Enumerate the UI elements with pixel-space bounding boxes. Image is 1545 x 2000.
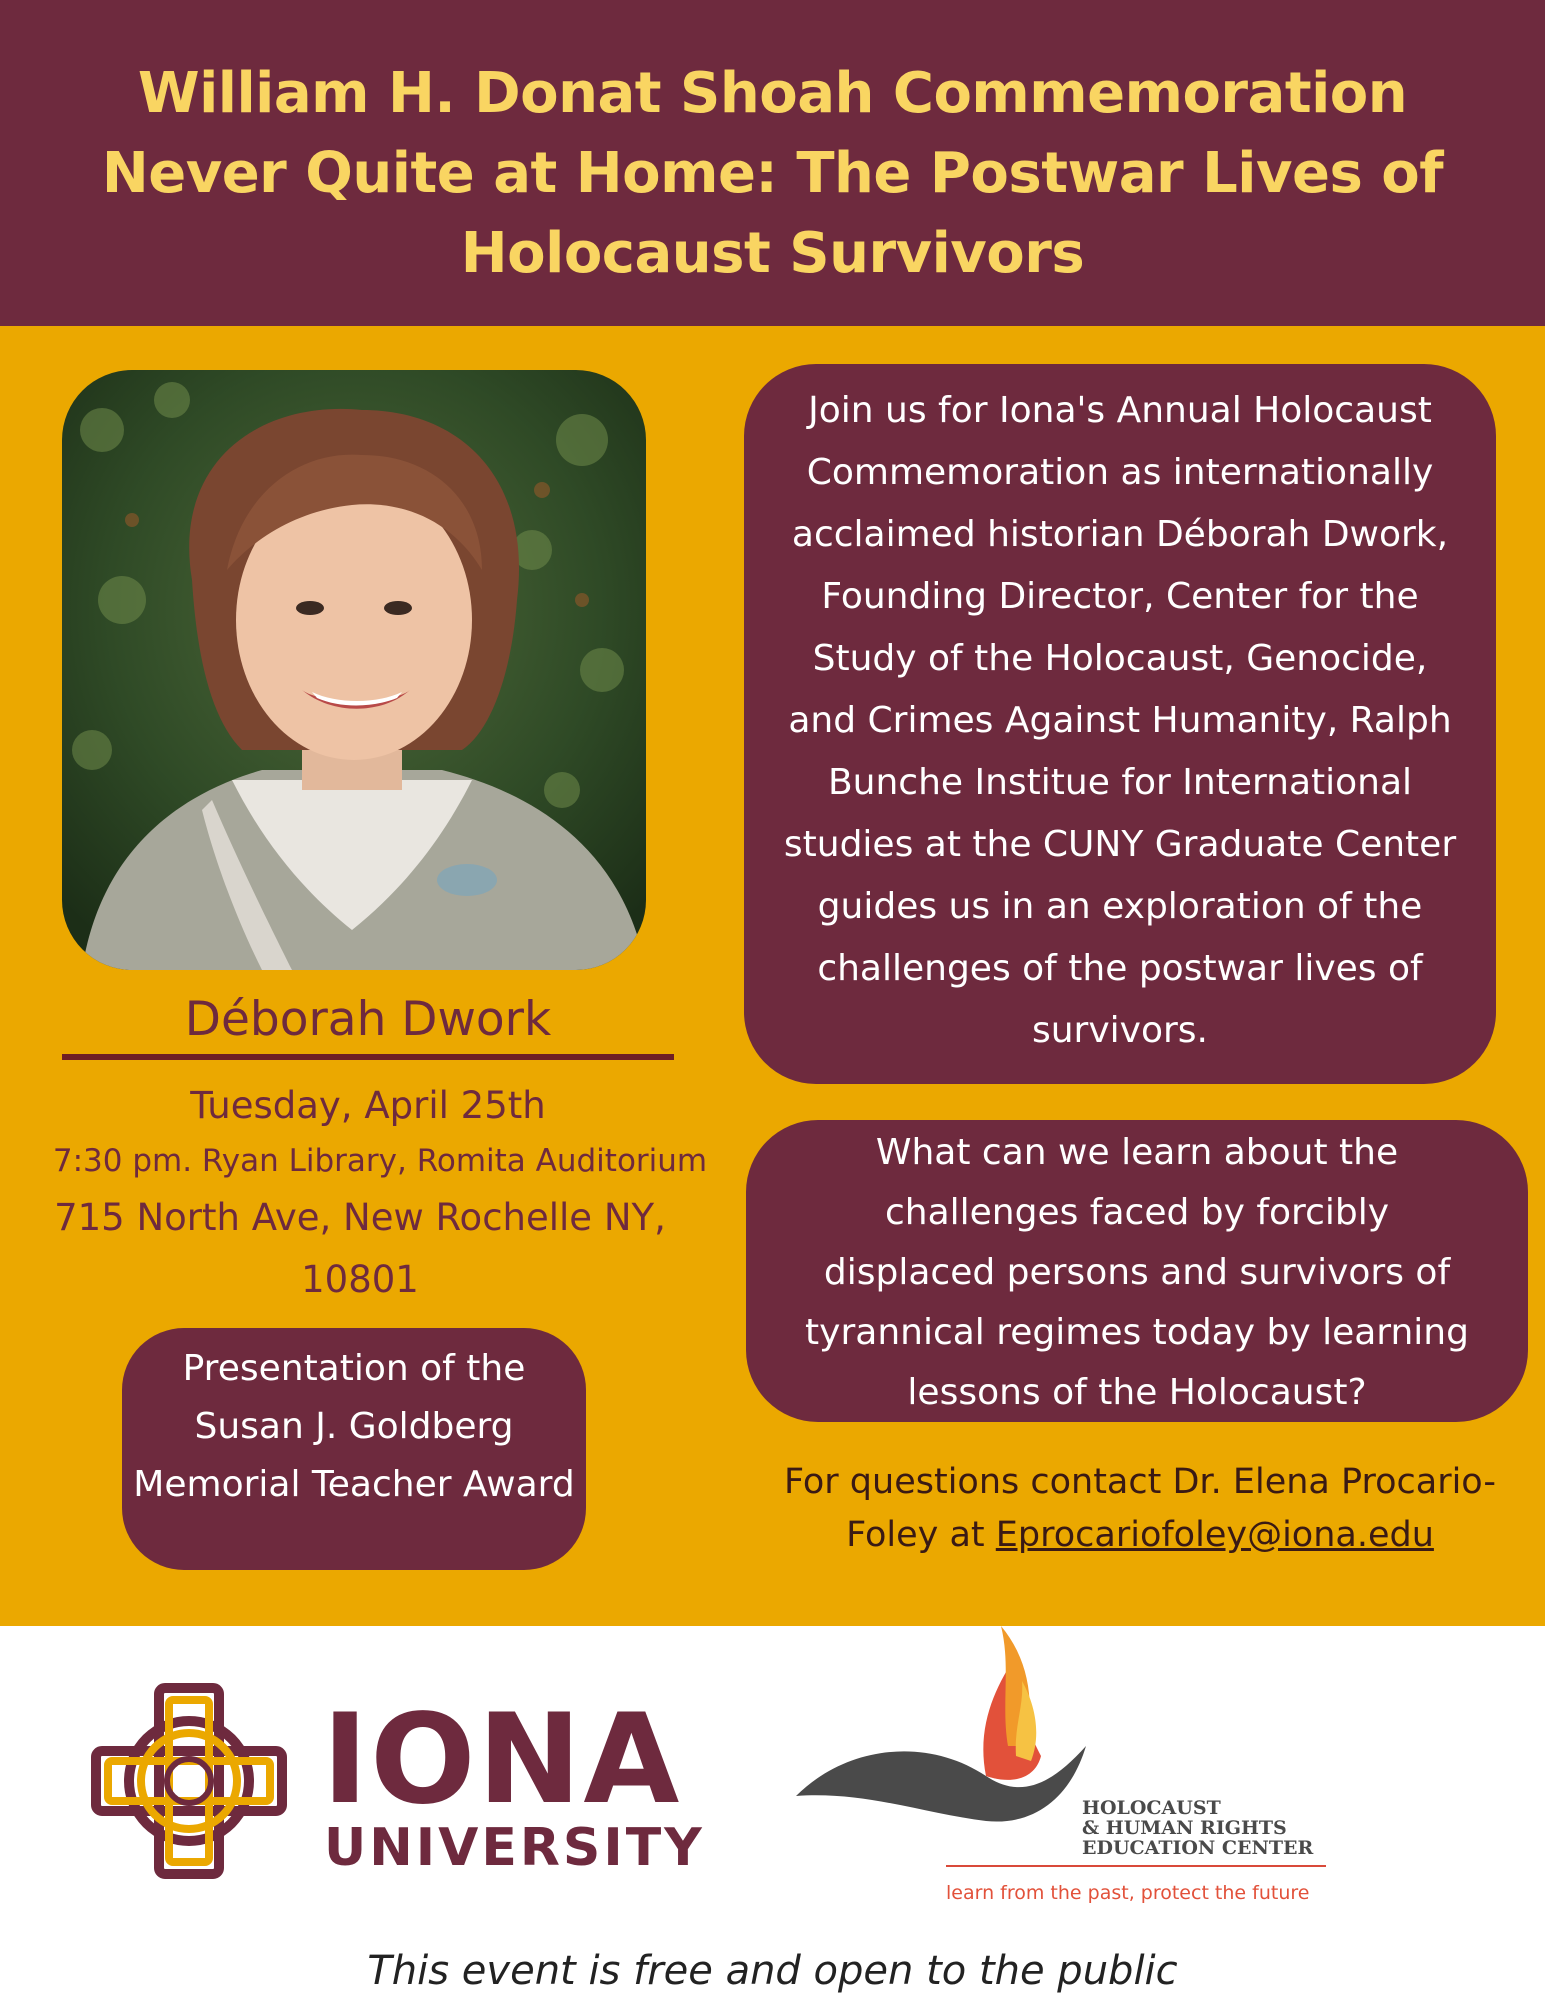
question-lines-line: tyrannical regimes today by learning xyxy=(805,1312,1469,1353)
description-lines-line: studies at the CUNY Graduate Center xyxy=(783,824,1457,865)
award-box xyxy=(122,1328,586,1570)
description-lines-line: and Crimes Against Humanity, Ralph xyxy=(788,700,1452,741)
event-address-line-2: 10801 xyxy=(301,1258,419,1301)
description-lines-line: Study of the Holocaust, Genocide, xyxy=(812,638,1428,679)
question-lines-line: What can we learn about the xyxy=(875,1132,1399,1173)
description-lines-line: Founding Director, Center for the xyxy=(821,576,1419,617)
contact-email-link[interactable]: Eprocariofoley@iona.edu xyxy=(995,1515,1434,1555)
question-box xyxy=(746,1120,1528,1422)
hhrec-tagline: learn from the past, protect the future xyxy=(946,1882,1310,1904)
description-lines-line: acclaimed historian Déborah Dwork, xyxy=(791,514,1449,555)
hhrec-line-3: EDUCATION CENTER xyxy=(1082,1837,1314,1859)
question-lines-line: challenges faced by forcibly xyxy=(884,1192,1390,1233)
award-line-2: Susan J. Goldberg xyxy=(194,1406,514,1447)
description-lines-line: Commemoration as internationally xyxy=(806,452,1434,493)
event-address-line-1: 715 North Ave, New Rochelle NY, xyxy=(54,1196,666,1239)
description-lines-line: Join us for Iona's Annual Holocaust xyxy=(808,390,1432,431)
portrait-image xyxy=(62,370,646,970)
question-lines-line: lessons of the Holocaust? xyxy=(907,1372,1367,1413)
name-divider xyxy=(62,1054,674,1060)
contact-line-1: For questions contact Dr. Elena Procario- xyxy=(783,1462,1496,1502)
event-date: Tuesday, April 25th xyxy=(190,1084,546,1127)
iona-logo-wordmark: IONA xyxy=(322,1688,682,1832)
event-time-place: 7:30 pm. Ryan Library, Romita Auditorium xyxy=(52,1143,708,1179)
description-box xyxy=(744,364,1496,1084)
description-lines-line: guides us in an exploration of the xyxy=(817,886,1423,927)
description-lines-line: survivors. xyxy=(1031,1010,1208,1051)
award-line-3: Memorial Teacher Award xyxy=(133,1464,575,1505)
speaker-name: Déborah Dwork xyxy=(184,992,552,1047)
hhrec-line-1: HOLOCAUST xyxy=(1082,1797,1221,1819)
iona-cross-icon xyxy=(86,1678,292,1884)
award-line-1: Presentation of the xyxy=(182,1348,526,1389)
description-lines-line: Bunche Institue for International xyxy=(827,762,1413,803)
iona-logo-subtitle: UNIVERSITY xyxy=(324,1818,705,1878)
speaker-photo xyxy=(62,370,646,970)
event-title-line-1: William H. Donat Shoah Commemoration xyxy=(137,61,1408,126)
contact-prefix: Foley at xyxy=(846,1515,996,1555)
event-title-line-3: Holocaust Survivors xyxy=(460,221,1085,286)
description-lines-line: challenges of the postwar lives of xyxy=(817,948,1423,989)
question-lines-line: displaced persons and survivors of xyxy=(823,1252,1451,1293)
event-title-line-2: Never Quite at Home: The Postwar Lives of xyxy=(101,141,1444,206)
hhrec-line-2: & HUMAN RIGHTS xyxy=(1082,1817,1287,1839)
hhrec-divider xyxy=(946,1865,1326,1867)
footer-note: This event is free and open to the public xyxy=(367,1948,1178,1994)
flame-icon xyxy=(786,1626,1106,1856)
contact-line-2 xyxy=(760,1515,1520,1555)
header-banner xyxy=(0,0,1545,326)
